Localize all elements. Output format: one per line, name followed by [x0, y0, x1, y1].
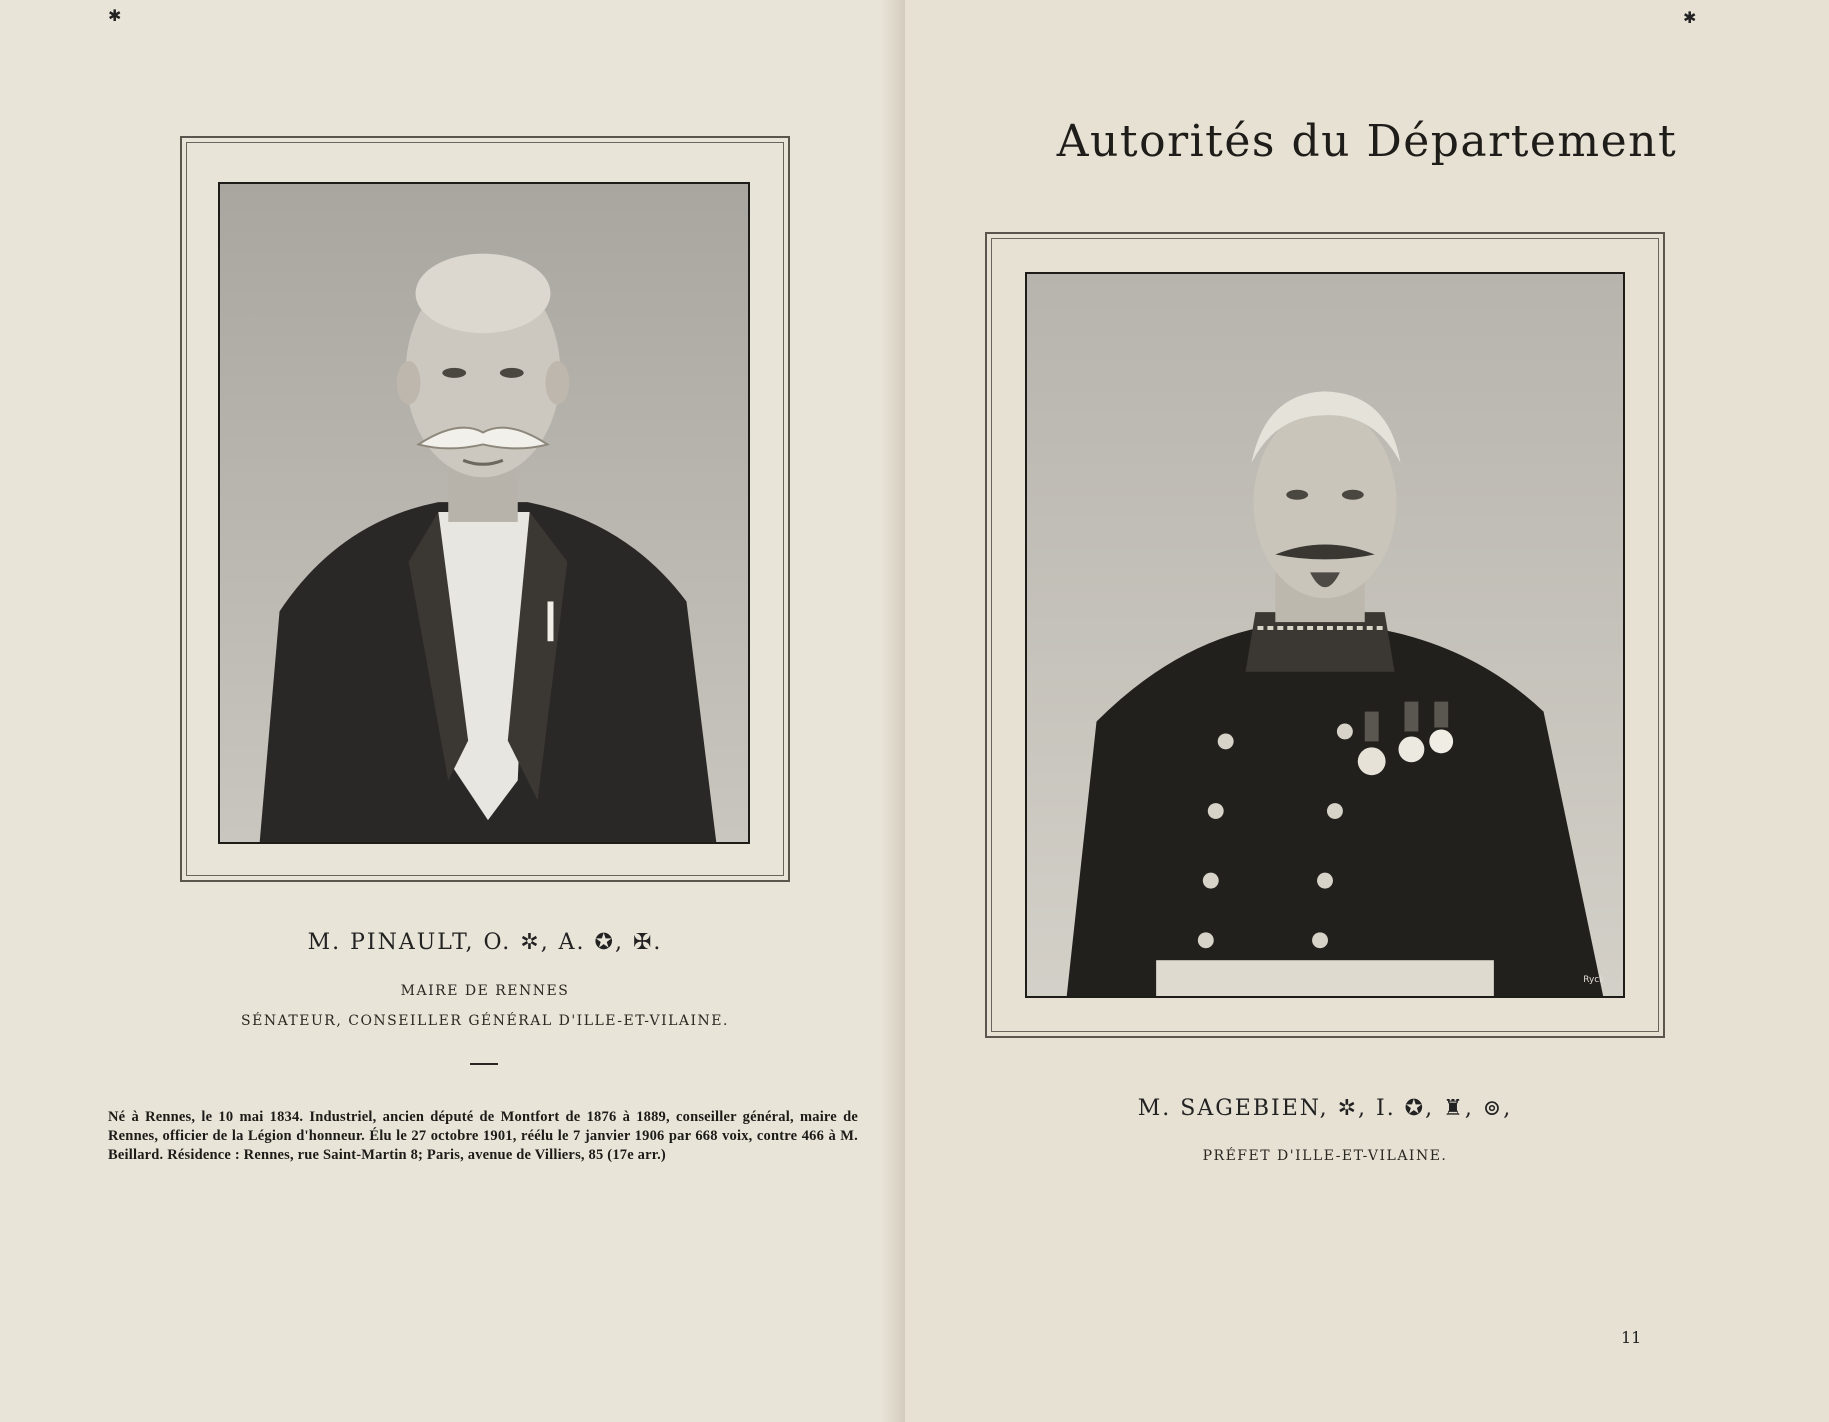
photographer-mark: Ryck [1583, 975, 1605, 986]
right-page [905, 0, 1829, 1422]
portrait-pinault-illustration [220, 184, 748, 842]
page-number: 11 [1621, 1328, 1642, 1347]
portrait-photo-pinault [218, 182, 750, 844]
caption-role-prefet: PRÉFET D'ILLE-ET-VILAINE. [1202, 1148, 1448, 1164]
caption-role-line-1: MAIRE DE RENNES [400, 983, 570, 999]
separator-rule [470, 1063, 498, 1065]
corner-star-icon: ✱ [108, 6, 122, 25]
biography-text: Né à Rennes, le 10 mai 1834. Industriel, ancien député de Montfort de 1876 à 1889, conseiller général, maire de Rennes, officier de la Légion d'honneur. Élu le 27 octobre 1901, réélu le 7 janvier 1906 par 668 voix, contre 466 à M. Beillard. Résidence : Rennes, rue Saint-Martin 8; Paris, avenue de Villiers, 85 (17e arr.) [108, 1109, 858, 1163]
portrait-sagebien-illustration [1027, 274, 1623, 996]
page-title: Autorités du Département [1056, 116, 1678, 167]
caption-name-sagebien: M. SAGEBIEN, ✲, I. ✪, ♜, ⊚, [1137, 1096, 1513, 1121]
caption-name-pinault: M. PINAULT, O. ✲, A. ✪, ✠. [307, 930, 663, 955]
corner-star-icon: ✱ [1683, 8, 1697, 27]
portrait-photo-sagebien [1025, 272, 1625, 998]
caption-role-line-2: SÉNATEUR, CONSEILLER GÉNÉRAL D'ILLE-ET-VILAINE. [241, 1013, 729, 1029]
left-page [0, 0, 905, 1422]
